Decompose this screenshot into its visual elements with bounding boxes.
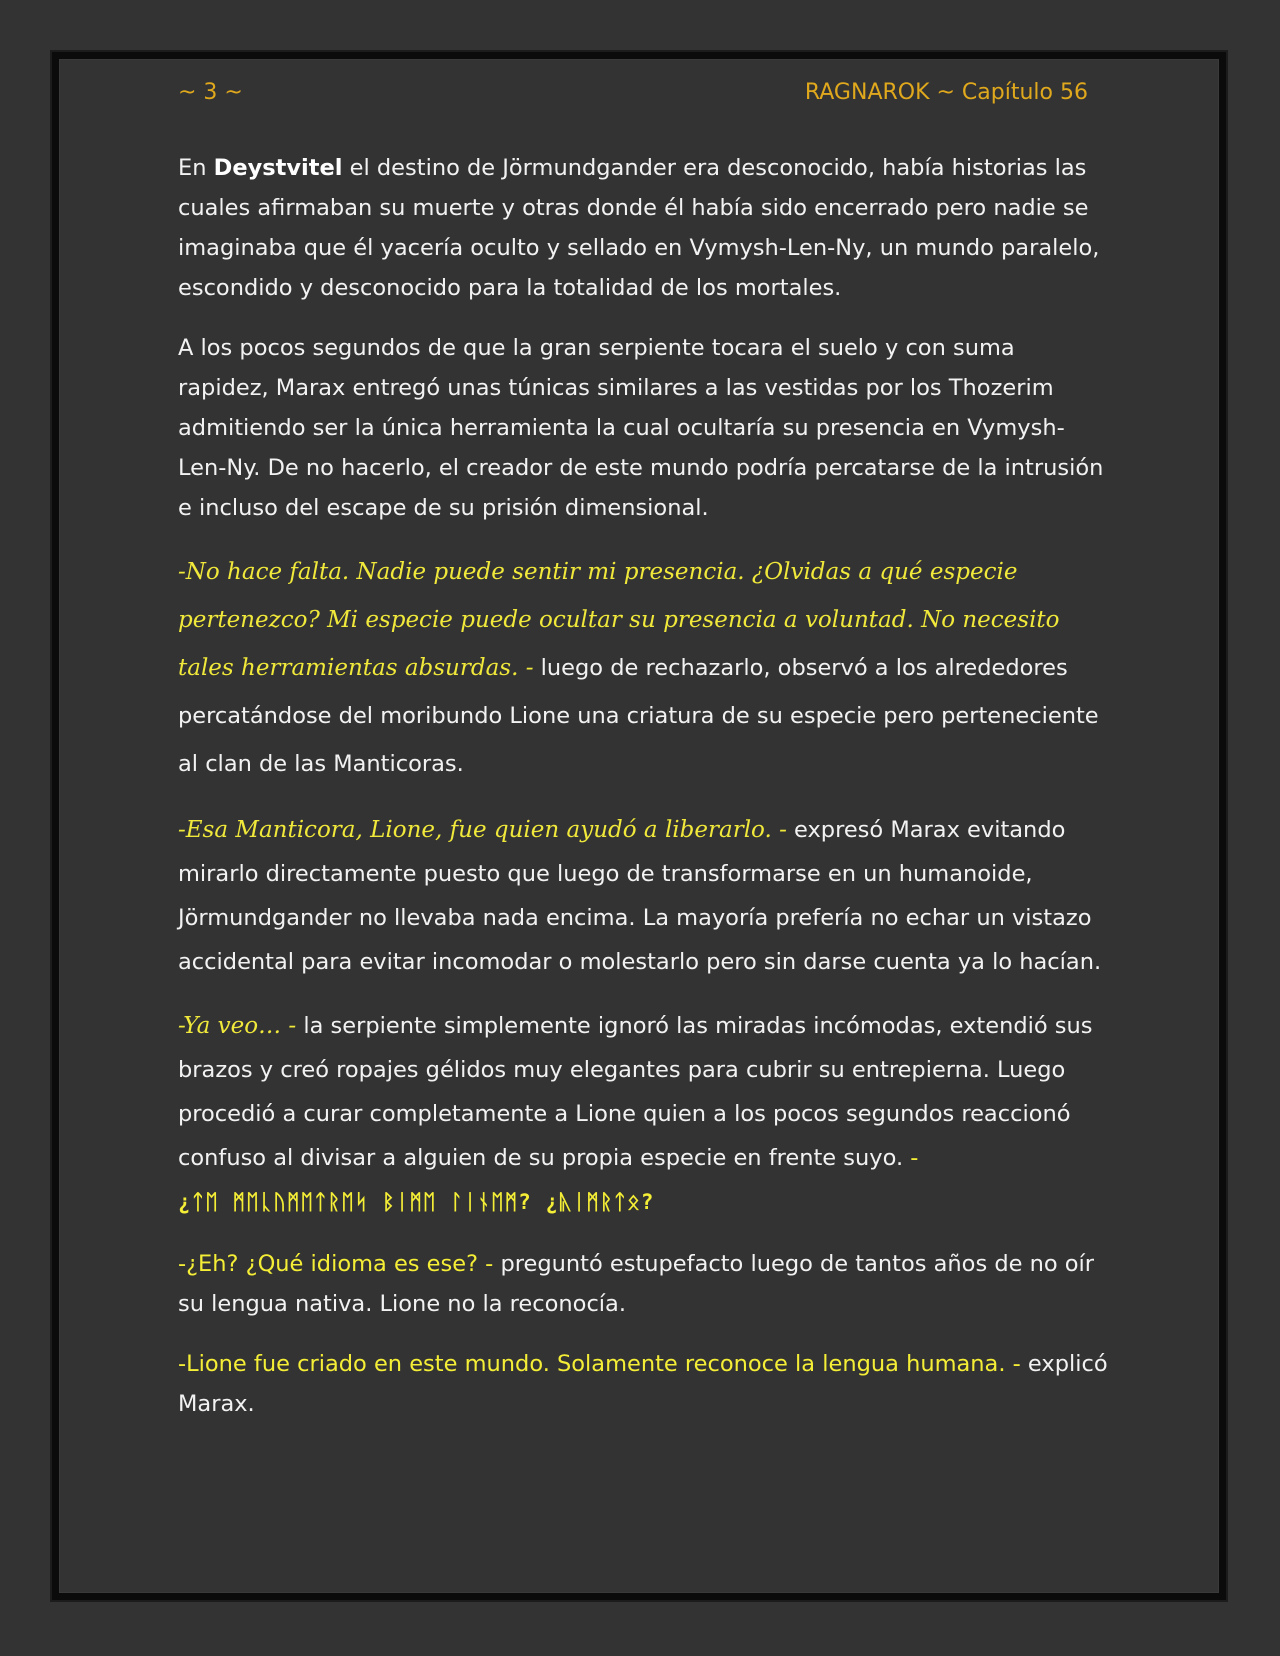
paragraph-2 [178,328,1108,528]
page-header [178,76,1088,110]
dialogue-jormundgander-1: -No hace falta. Nadie puede sentir mi presencia. ¿Olvidas a qué especie pertenezco? Mi especie puede ocultar su presencia a voluntad. No necesito tales herramientas absurdas. - [178,559,1060,681]
dialogue-dash: - [903,1145,919,1171]
dialogue-jormundgander-2: -Ya veo… - [178,1013,297,1039]
paragraph-2-text: A los pocos segundos de que la gran serpiente tocara el suelo y con suma rapidez, Marax entregó unas túnicas similares a las vestidas por los Thozerim admitiendo ser la única herramienta la cual ocultaría su presencia en Vymysh-Len-Ny. De no hacerlo, el creador de este mundo podría percatarse de la intrusión e incluso del escape de su prisión dimensional. [178,335,1104,521]
runic-dialogue: ¿ᛏᛖ ᛗᛖᚳᚢᛗᛖᛏᚱᛖᛋ ᛒᛁᛗᛖ ᛚᛁᚾᛖᛗ? ¿ᚣᛁᛗᚱᛏᛟ? [178,1190,655,1214]
chapter-title: RAGNAROK ~ Capítulo 56 [804,80,1088,105]
paragraph-3 [178,548,1108,788]
dialogue-marax-2: -Lione fue criado en este mundo. Solamente reconoce la lengua humana. - [178,1351,1021,1377]
dialogue-marax-1: -Esa Manticora, Lione, fue quien ayudó a liberarlo. - [178,817,787,843]
paragraph-1 [178,148,1108,308]
paragraph-6-text: preguntó estupefacto luego de tantos años de no oír su lengua nativa. Lione no la reconocía. [178,1251,1095,1317]
dialogue-lione: -¿Eh? ¿Qué idioma es ese? - [178,1251,494,1277]
page-number: ~ 3 ~ [178,80,243,105]
paragraph-3-text: luego de rechazarlo, observó a los alrededores percatándose del moribundo Lione una criatura de su especie pero perteneciente al clan de las Manticoras. [178,655,1099,777]
paragraph-7 [178,1344,1108,1424]
paragraph-5-text: la serpiente simplemente ignoró las miradas incómodas, extendió sus brazos y creó ropajes gélidos muy elegantes para cubrir su entrepierna. Luego procedió a curar completamente a Lione quien a los pocos segundos reaccionó confuso al divisar a alguien de su propia especie en frente suyo. [178,1013,1093,1171]
place-name-bold: Deystvitel [213,155,343,181]
paragraph-1-text: el destino de Jörmundgander era desconocido, había historias las cuales afirmaban su muerte y otras donde él había sido encerrado pero nadie se imaginaba que él yacería oculto y sellado en Vymysh-Len-Ny, un mundo paralelo, escondido y desconocido para la totalidad de los mortales. [178,155,1100,301]
story-text [178,148,1108,1444]
paragraph-7-text: explicó Marax. [178,1351,1108,1417]
paragraph-4-text: expresó Marax evitando mirarlo directamente puesto que luego de transformarse en un humanoide, Jörmundgander no llevaba nada encima. La mayoría prefería no echar un vistazo accidental para evitar incomodar o molestarlo pero sin darse cuenta ya lo hacían. [178,817,1102,975]
paragraph-6 [178,1244,1108,1324]
paragraph-5 [178,1004,1108,1224]
paragraph-1-prefix: En [178,155,214,181]
paragraph-4 [178,808,1108,984]
